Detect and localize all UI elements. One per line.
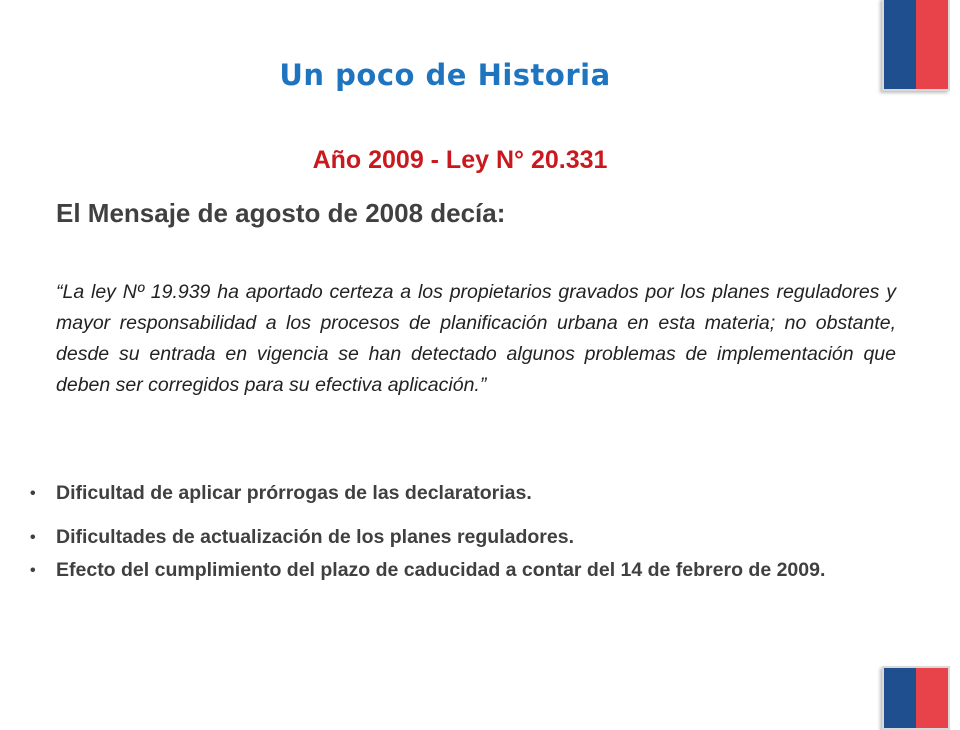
slide-title: Un poco de Historia <box>279 58 611 92</box>
flag-red-stripe <box>916 668 948 728</box>
flag-logo-bottom <box>882 666 950 730</box>
bullet-dot-icon: • <box>30 485 36 502</box>
bullet-text: Efecto del cumplimiento del plazo de caducidad a contar del 14 de febrero de 2009. <box>56 559 826 581</box>
flag-blue-stripe <box>884 668 916 728</box>
slide-subtitle: Año 2009 - Ley N° 20.331 <box>312 146 608 174</box>
bullet-item <box>30 522 890 553</box>
bullet-text: Dificultades de actualización de los planes reguladores. <box>56 526 574 548</box>
bullet-text: Dificultad de aplicar prórrogas de las declaratorias. <box>56 482 532 504</box>
lead-heading: El Mensaje de agosto de 2008 decía: <box>56 198 506 228</box>
bullet-dot-icon: • <box>30 529 36 546</box>
quote-paragraph: “La ley Nº 19.939 ha aportado certeza a los propietarios gravados por los planes reguladores y mayor responsabilidad a los procesos de planificación urbana en esta materia; no obstante, desde su entrada en vigencia se han detectado algunos problemas de implementación que deben ser corregidos para su efectiva aplicación.” <box>56 281 896 396</box>
bullet-item <box>30 555 890 586</box>
flag-logo-top <box>882 0 950 91</box>
bullet-item <box>30 478 890 509</box>
bullet-dot-icon: • <box>30 562 36 579</box>
flag-red-stripe <box>916 0 948 89</box>
bullet-list <box>30 478 890 586</box>
